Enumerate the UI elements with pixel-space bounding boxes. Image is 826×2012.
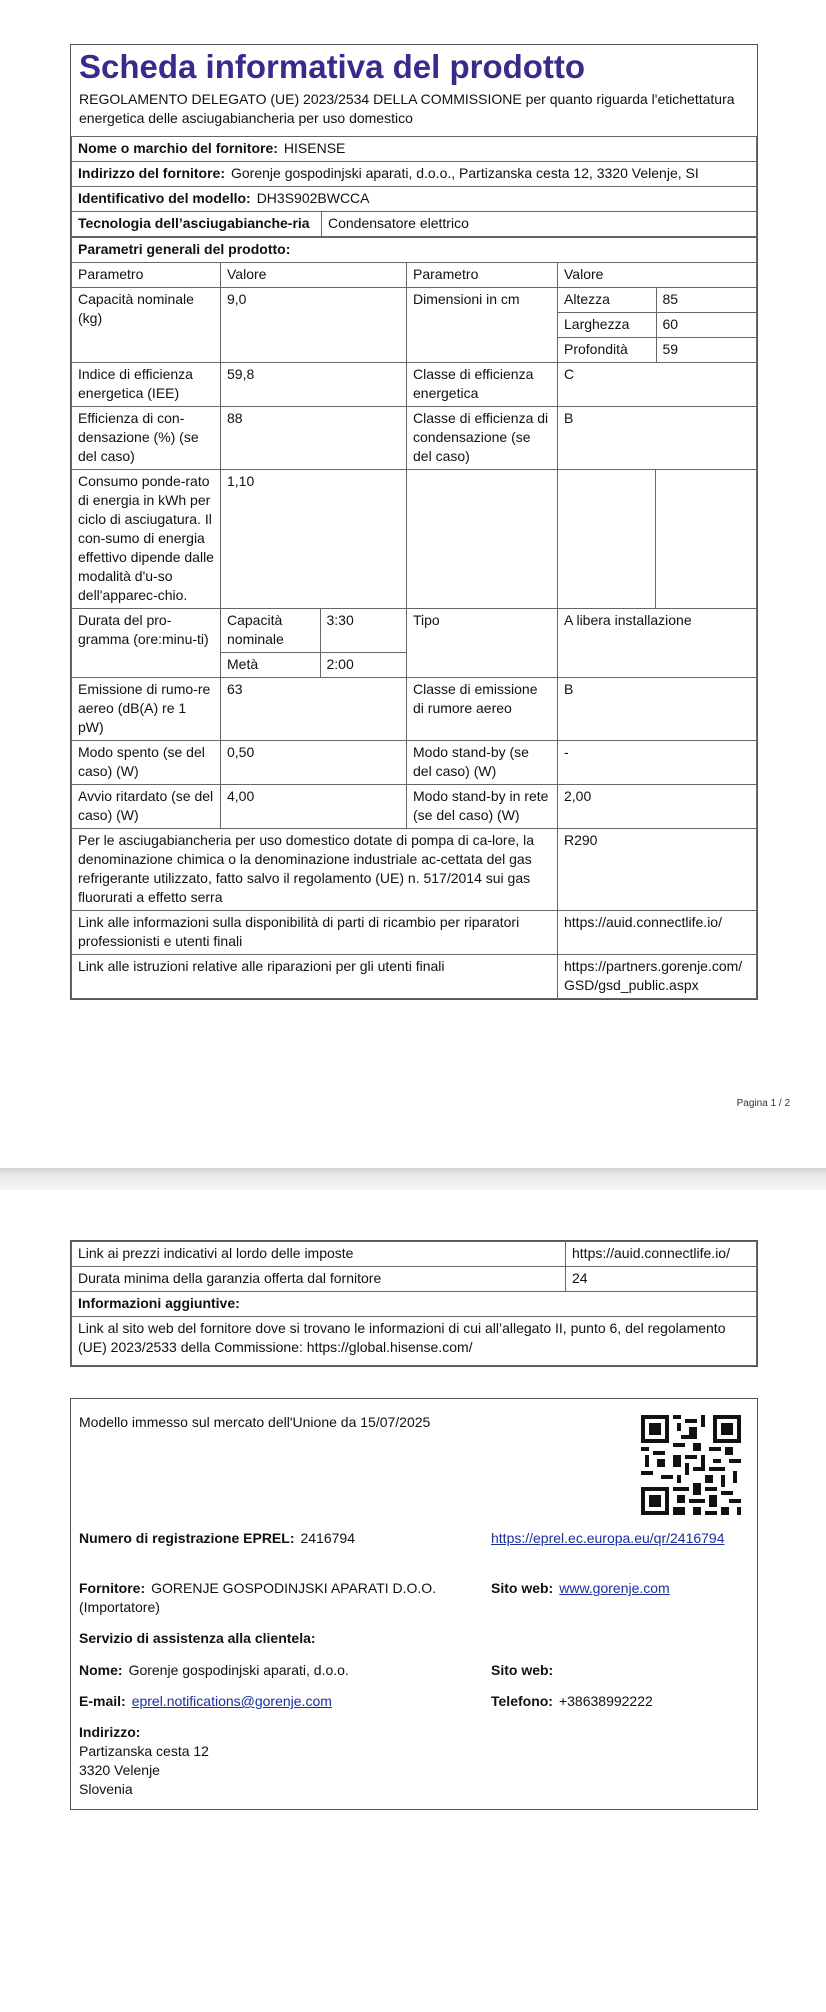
network-standby-label: Modo stand-by in rete (se del caso) (W) bbox=[407, 784, 558, 828]
capacity-value: 9,0 bbox=[221, 287, 407, 362]
noise-class-value: B bbox=[558, 677, 757, 740]
email-label: E-mail: bbox=[79, 1693, 126, 1709]
condensation-efficiency-label: Efficienza di con-densazione (%) (se del caso) bbox=[72, 406, 221, 469]
address-line-1: Partizanska cesta 12 bbox=[79, 1743, 209, 1759]
noise-class-label: Classe di emissione di rumore aereo bbox=[407, 677, 558, 740]
additional-info-label: Informazioni aggiuntive: bbox=[72, 1292, 757, 1317]
refrigerant-label: Per le asciugabiancheria per uso domestico dotate di pompa di ca-lore, la denominazione chimica o la denominazione industriale ac-cettata del gas refrigerante utilizzato, fatto salvo il regolamento (UE) n. 517/2014 sui gas fluorurati a effetto serra bbox=[72, 828, 558, 910]
parameters-header-row bbox=[72, 262, 757, 287]
duration-label: Durata del pro-gramma (ore:minu-ti) bbox=[72, 608, 221, 677]
website-label: Sito web: bbox=[491, 1580, 554, 1596]
capacity-row bbox=[72, 287, 757, 362]
technology-label: Tecnologia dell’asciugabianche-ria bbox=[72, 211, 322, 236]
qr-code-icon bbox=[641, 1415, 741, 1515]
spare-parts-row bbox=[72, 910, 757, 954]
service-name-label: Nome: bbox=[79, 1662, 123, 1678]
off-mode-row bbox=[72, 740, 757, 784]
eprel-number bbox=[79, 1529, 355, 1548]
capacity-label: Capacità nominale (kg) bbox=[72, 287, 221, 362]
prices-row bbox=[72, 1242, 757, 1267]
website-link[interactable]: www.gorenje.com bbox=[559, 1580, 670, 1596]
depth-label: Profondità bbox=[558, 337, 656, 362]
consumption-label: Consumo ponde-rato di energia in kWh per ciclo di asciugatura. Il con-sumo di energia effettivo dipende dalle modalità d'u-so dell'apparec-chio. bbox=[72, 469, 221, 608]
prices-label: Link ai prezzi indicativi al lordo delle imposte bbox=[72, 1242, 566, 1267]
delay-row bbox=[72, 784, 757, 828]
service-name-value: Gorenje gospodinjski aparati, d.o.o. bbox=[128, 1662, 349, 1678]
noise-row bbox=[72, 677, 757, 740]
additional-section-row bbox=[72, 1292, 757, 1317]
warranty-row bbox=[72, 1267, 757, 1292]
service-website-label: Sito web: bbox=[491, 1662, 554, 1678]
address-label: Indirizzo: bbox=[79, 1724, 141, 1740]
address-line-2: 3320 Velenje bbox=[79, 1762, 160, 1778]
address-line-3: Slovenia bbox=[79, 1781, 133, 1797]
off-mode-value: 0,50 bbox=[221, 740, 407, 784]
duration-half-value: 2:00 bbox=[320, 652, 406, 677]
eei-row bbox=[72, 362, 757, 406]
supplier-name-row bbox=[72, 136, 757, 161]
duration-row bbox=[72, 608, 757, 677]
supplier-website bbox=[491, 1579, 670, 1598]
regulation-subtitle: REGOLAMENTO DELEGATO (UE) 2023/2534 DELLA COMMISSIONE per quanto riguarda l'etichettatura energetica delle asciugabiancheria per uso domestico bbox=[79, 90, 735, 126]
dimensions-label: Dimensioni in cm bbox=[407, 287, 558, 362]
model-row bbox=[72, 186, 757, 211]
technology-value: Condensatore elettrico bbox=[322, 211, 757, 236]
type-label: Tipo bbox=[407, 608, 558, 677]
noise-value: 63 bbox=[221, 677, 407, 740]
duration-half-label: Metà bbox=[221, 652, 320, 677]
condensation-row bbox=[72, 406, 757, 469]
supplier-address-value: Gorenje gospodinjski aparati, d.o.o., Partizanska cesta 12, 3320 Velenje, SI bbox=[231, 164, 699, 181]
empty-cell bbox=[407, 469, 558, 608]
duration-full-label: Capacità nominale bbox=[221, 609, 320, 653]
supplier-address-label: Indirizzo del fornitore: bbox=[78, 164, 225, 181]
repair-row bbox=[72, 954, 757, 998]
height-label: Altezza bbox=[558, 288, 656, 313]
product-information-sheet bbox=[70, 44, 758, 1000]
column-header-value: Valore bbox=[221, 262, 407, 287]
duration-table bbox=[221, 609, 406, 677]
standby-label: Modo stand-by (se del caso) (W) bbox=[407, 740, 558, 784]
page-number: Pagina 1 / 2 bbox=[736, 1098, 790, 1109]
supplier-name-label: Nome o marchio del fornitore: bbox=[78, 139, 278, 156]
energy-class-label: Classe di efficienza energetica bbox=[407, 362, 558, 406]
network-standby-value: 2,00 bbox=[558, 784, 757, 828]
energy-class-value: C bbox=[558, 362, 757, 406]
off-mode-label: Modo spento (se del caso) (W) bbox=[72, 740, 221, 784]
email-link[interactable]: eprel.notifications@gorenje.com bbox=[131, 1693, 332, 1709]
eprel-value: 2416794 bbox=[300, 1530, 355, 1546]
sheet-title: Scheda informativa del prodotto bbox=[79, 48, 586, 85]
warranty-label: Durata minima della garanzia offerta dal fornitore bbox=[72, 1267, 566, 1292]
column-header-parameter-2: Parametro bbox=[407, 262, 558, 287]
additional-info-sheet bbox=[70, 1240, 758, 1367]
model-label: Identificativo del modello: bbox=[78, 189, 251, 206]
model-value: DH3S902BWCCA bbox=[256, 189, 370, 206]
consumption-row bbox=[72, 469, 757, 608]
height-value: 85 bbox=[656, 288, 756, 313]
empty-cell bbox=[558, 469, 656, 608]
service-email bbox=[79, 1692, 332, 1711]
eei-label: Indice di efficienza energetica (IEE) bbox=[72, 362, 221, 406]
page-separator bbox=[0, 1168, 826, 1190]
column-header-parameter: Parametro bbox=[72, 262, 221, 287]
condensation-class-value: B bbox=[558, 406, 757, 469]
phone-label: Telefono: bbox=[491, 1693, 553, 1709]
supplier-name-value: HISENSE bbox=[283, 139, 346, 156]
supplier-address-row bbox=[72, 161, 757, 186]
spare-parts-link[interactable]: https://auid.connectlife.io/ bbox=[558, 910, 757, 954]
width-label: Larghezza bbox=[558, 312, 656, 337]
parameters-section-label: Parametri generali del prodotto: bbox=[72, 237, 757, 262]
market-date: Modello immesso sul mercato dell'Unione da 15/07/2025 bbox=[79, 1414, 431, 1430]
additional-text-row bbox=[72, 1317, 757, 1366]
parameters-section-row bbox=[72, 237, 757, 262]
technology-row bbox=[72, 211, 757, 236]
spare-parts-label: Link alle informazioni sulla disponibilità di parti di ricambio per riparatori professionisti e utenti finali bbox=[72, 910, 558, 954]
eprel-label: Numero di registrazione EPREL: bbox=[79, 1530, 295, 1546]
delay-value: 4,00 bbox=[221, 784, 407, 828]
condensation-class-label: Classe di efficienza di condensazione (se del caso) bbox=[407, 406, 558, 469]
duration-full-value: 3:30 bbox=[320, 609, 406, 653]
consumption-value: 1,10 bbox=[221, 469, 407, 608]
width-value: 60 bbox=[656, 312, 756, 337]
type-value: A libera installazione bbox=[558, 608, 757, 677]
empty-cell bbox=[656, 469, 757, 608]
phone-value: +38638992222 bbox=[558, 1693, 653, 1709]
repair-link[interactable]: https://partners.gorenje.com/GSD/gsd_public.aspx bbox=[558, 954, 757, 998]
refrigerant-row bbox=[72, 828, 757, 910]
parameters-table bbox=[71, 237, 757, 999]
prices-link[interactable]: https://auid.connectlife.io/ bbox=[566, 1242, 757, 1267]
dimensions-table bbox=[558, 288, 756, 362]
column-header-value-2: Valore bbox=[558, 262, 757, 287]
noise-label: Emissione di rumo-re aereo (dB(A) re 1 pW) bbox=[72, 677, 221, 740]
depth-value: 59 bbox=[656, 337, 756, 362]
eei-value: 59,8 bbox=[221, 362, 407, 406]
eprel-link[interactable]: https://eprel.ec.europa.eu/qr/2416794 bbox=[491, 1530, 725, 1546]
additional-info-text: Link al sito web del fornitore dove si trovano le informazioni di cui all’allegato II, punto 6, del regolamento (UE) 2023/2533 della Commissione: https://global.hisense.com/ bbox=[72, 1317, 757, 1366]
standby-value: - bbox=[558, 740, 757, 784]
additional-table bbox=[71, 1241, 757, 1366]
eprel-info-box bbox=[70, 1398, 758, 1810]
supplier-label: Fornitore: bbox=[79, 1580, 146, 1596]
customer-service-heading: Servizio di assistenza alla clientela: bbox=[79, 1630, 316, 1646]
warranty-value: 24 bbox=[566, 1267, 757, 1292]
supplier-value: GORENJE GOSPODINJSKI APARATI D.O.O. (Importatore) bbox=[79, 1580, 437, 1615]
condensation-efficiency-value: 88 bbox=[221, 406, 407, 469]
refrigerant-value: R290 bbox=[558, 828, 757, 910]
service-phone bbox=[491, 1692, 653, 1711]
service-name bbox=[79, 1661, 349, 1680]
repair-label: Link alle istruzioni relative alle riparazioni per gli utenti finali bbox=[72, 954, 558, 998]
supplier-info bbox=[79, 1579, 479, 1617]
delay-label: Avvio ritardato (se del caso) (W) bbox=[72, 784, 221, 828]
supplier-table bbox=[71, 136, 757, 237]
